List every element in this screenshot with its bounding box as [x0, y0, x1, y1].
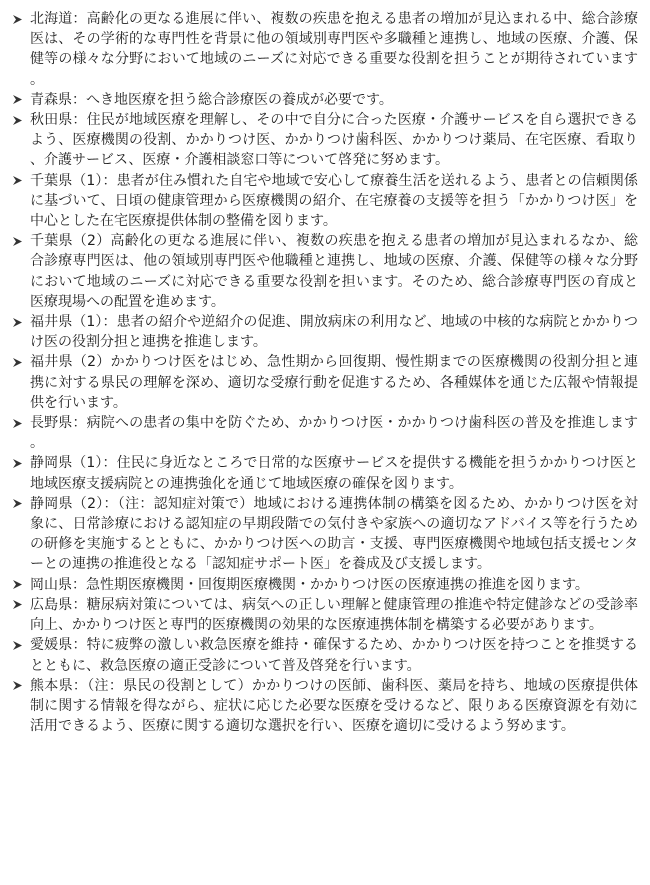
list-item-text: 福井県（1）：患者の紹介や逆紹介の促進、開放病床の利用など、地域の中核的な病院とかかりつけ医の役割分担と連携を推進します。	[30, 314, 638, 351]
list-item	[8, 453, 638, 493]
list-item	[8, 352, 638, 413]
list-item-text: 千葉県（1）：患者が住み慣れた自宅や地域で安心して療養生活を送れるよう、患者との信頼関係に基づいて、日頃の健康管理から医療機関の紹介、在宅療養の支援等を担う「かかりつけ医」を中心とした在宅医療提供体制の整備を図ります。	[30, 172, 638, 230]
list-item-text: 青森県：へき地医療を担う総合診療医の養成が必要です。	[30, 91, 393, 108]
arrowhead-bullet-icon	[12, 90, 24, 110]
arrowhead-bullet-icon	[12, 635, 24, 655]
prefecture-policy-list	[8, 9, 638, 736]
arrowhead-bullet-icon	[12, 352, 24, 372]
list-item	[8, 9, 638, 90]
list-item-text: 長野県：病院への患者の集中を防ぐため、かかりつけ医・かかりつけ歯科医の普及を推進します。	[30, 415, 638, 452]
list-item-text: 熊本県：（注：県民の役割として）かかりつけの医師、歯科医、薬局を持ち、地域の医療提供体制に関する情報を得ながら、症状に応じた必要な医療を受けるなど、限りある医療資源を有効に活用できるよう、医療に関する適切な選択を行い、医療を適切に受けるよう努めます。	[30, 677, 638, 735]
arrowhead-bullet-icon	[12, 231, 24, 251]
list-item	[8, 312, 638, 352]
list-item-text: 広島県：糖尿病対策については、病気への正しい理解と健康管理の推進や特定健診などの受診率向上、かかりつけ医と専門的医療機関の効果的な医療連携体制を構築する必要があります。	[30, 596, 638, 634]
arrowhead-bullet-icon	[12, 575, 24, 595]
list-item	[8, 110, 638, 171]
list-item	[8, 90, 638, 110]
list-item-text: 静岡県（1）：住民に身近なところで日常的な医療サービスを提供する機能を担うかかりつけ医と地域医療支援病院との連携強化を通じて地域医療の確保を図ります。	[30, 455, 638, 492]
list-item	[8, 413, 638, 453]
list-item	[8, 494, 638, 575]
list-item-text: 秋田県：住民が地域医療を理解し、その中で自分に合った医療・介護サービスを自ら選択できるよう、医療機関の役割、かかりつけ医、かかりつけ歯科医、かかりつけ薬局、在宅医療、看取り、介護サービス、医療・介護相談窓口等について啓発に努めます。	[30, 112, 638, 169]
list-item-text: 北海道：高齢化の更なる進展に伴い、複数の疾患を抱える患者の増加が見込まれる中、総合診療医は、その学術的な専門性を背景に他の領域別専門医や多職種と連携し、地域の医療、介護、保健等の様々な分野において地域のニーズに対応できる重要な役割を担うことが期待されています。	[30, 11, 638, 88]
list-item-text: 千葉県（2）高齢化の更なる進展に伴い、複数の疾患を抱える患者の増加が見込まれるなか、総合診療専門医は、他の領域別専門医や他職種と連携し、地域の医療、介護、保健等の様々な分野において地域のニーズに対応できる重要な役割を担います。そのため、総合診療専門医の育成と医療現場への配置を進めます。	[30, 233, 638, 310]
arrowhead-bullet-icon	[12, 312, 24, 332]
list-item	[8, 635, 638, 675]
list-item-text: 愛媛県：特に疲弊の激しい救急医療を維持・確保するため、かかりつけ医を持つことを推奨するとともに、救急医療の適正受診について普及啓発を行います。	[30, 637, 638, 674]
arrowhead-bullet-icon	[12, 413, 24, 433]
arrowhead-bullet-icon	[12, 110, 24, 130]
list-item-text: 静岡県（2）：（注：認知症対策で）地域における連携体制の構築を図るため、かかりつけ医を対象に、日常診療における認知症の早期段階での気付きや家族への適切なアドバイス等を行うための研修を実施するとともに、かかりつけ医への助言・支援、専門医療機関や地域包括支援センターとの連携の推進役となる「認知症サポート医」を養成及び支援します。	[30, 495, 638, 573]
arrowhead-bullet-icon	[12, 171, 24, 191]
list-item-text: 福井県（2）かかりつけ医をはじめ、急性期から回復期、慢性期までの医療機関の役割分担と連携に対する県民の理解を深め、適切な受療行動を促進するため、各種媒体を通じた広報や情報提供を行います。	[30, 354, 638, 411]
arrowhead-bullet-icon	[12, 453, 24, 473]
arrowhead-bullet-icon	[12, 676, 24, 696]
list-item	[8, 171, 638, 232]
list-item	[8, 575, 638, 595]
arrowhead-bullet-icon	[12, 595, 24, 615]
list-item	[8, 231, 638, 312]
arrowhead-bullet-icon	[12, 494, 24, 514]
list-item	[8, 676, 638, 737]
list-item	[8, 595, 638, 635]
arrowhead-bullet-icon	[12, 9, 24, 29]
list-item-text: 岡山県：急性期医療機関・回復期医療機関・かかりつけ医の医療連携の推進を図ります。	[30, 576, 589, 593]
